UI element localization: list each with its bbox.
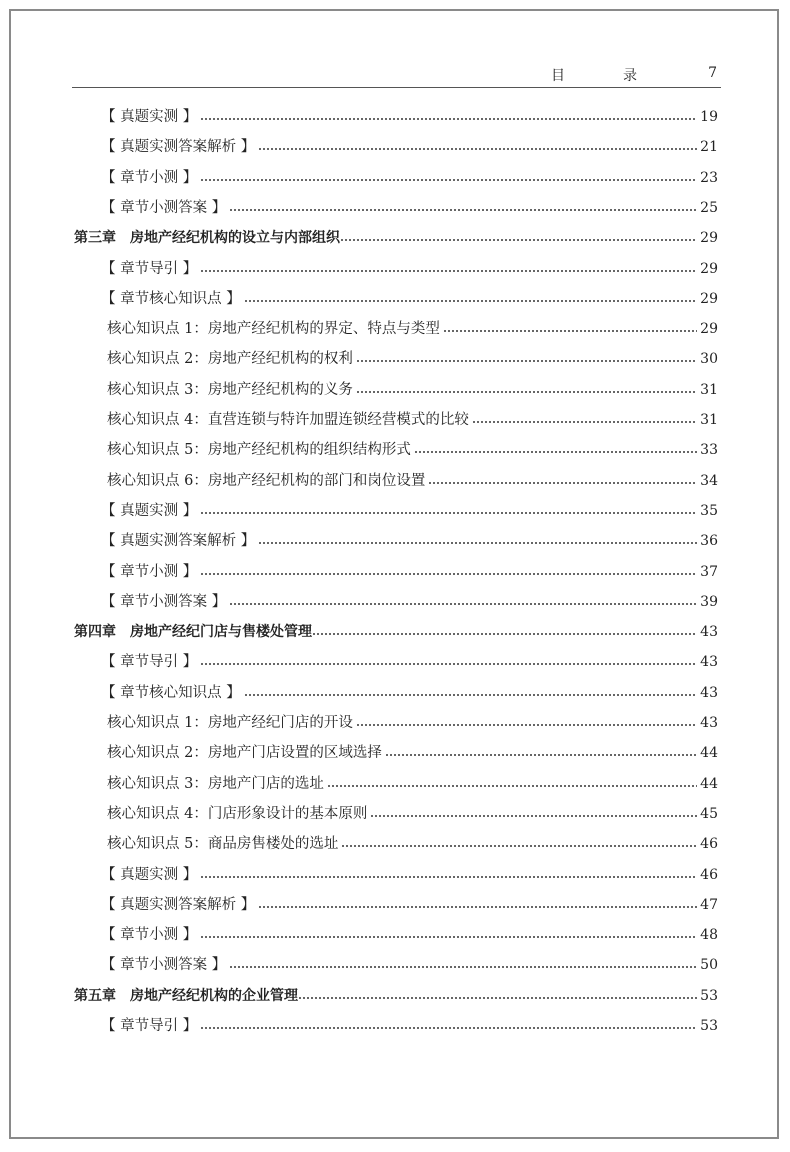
toc-entry-page-number: 43 (700, 715, 718, 731)
toc-entry-chapter[interactable] (74, 223, 718, 253)
dot-leader (356, 360, 697, 362)
running-header (72, 63, 721, 87)
toc-entry-section[interactable] (101, 557, 718, 587)
toc-entry-label: 核心知识点 4：门店形象设计的基本原则 (107, 805, 368, 822)
dot-leader (229, 966, 697, 968)
toc-entry-label: 【 章节小测答案 】 (101, 593, 227, 610)
toc-entry-page-number: 29 (700, 290, 718, 307)
toc-entry-label: 核心知识点 4：直营连锁与特许加盟连锁经营模式的比较 (107, 412, 469, 428)
dot-leader (443, 330, 697, 332)
toc-entry-label: 【 章节核心知识点 】 (101, 290, 241, 307)
toc-entry-point[interactable] (107, 738, 718, 768)
toc-entry-label: 核心知识点 3：房地产门店的选址 (107, 775, 324, 792)
toc-entry-page-number: 48 (700, 927, 718, 944)
dot-leader (258, 148, 697, 150)
dot-leader (472, 421, 697, 423)
dot-leader (428, 482, 697, 484)
toc-entry-page-number: 46 (700, 866, 718, 883)
dot-leader (258, 906, 697, 908)
toc-entry-page-number: 37 (700, 563, 718, 580)
toc-entry-page-number: 25 (700, 199, 718, 216)
toc-entry-label: 【 章节导引 】 (101, 260, 198, 277)
toc-entry-page-number: 31 (700, 412, 718, 428)
toc-entry-point[interactable] (107, 375, 718, 405)
toc-entry-label: 核心知识点 5：商品房售楼处的选址 (107, 836, 339, 853)
toc-entry-page-number: 23 (700, 169, 718, 186)
toc-entry-label: 【 真题实测答案解析 】 (101, 533, 256, 550)
toc-entry-page-number: 53 (700, 1018, 718, 1034)
toc-entry-label: 【 章节小测 】 (101, 563, 198, 580)
toc-entry-page-number: 19 (700, 109, 718, 125)
toc-entry-page-number: 50 (700, 957, 718, 974)
toc-entry-page-number: 45 (700, 805, 718, 822)
toc-entry-page-number: 29 (700, 260, 718, 277)
toc-entry-section[interactable] (101, 496, 718, 526)
dot-leader (356, 724, 697, 726)
toc-entry-page-number: 33 (700, 442, 718, 459)
toc-entry-label: 第四章 房地产经纪门店与售楼处管理 (74, 624, 312, 641)
toc-entry-page-number: 43 (700, 684, 718, 701)
header-rule (72, 87, 721, 88)
toc-entry-label: 【 真题实测答案解析 】 (101, 896, 256, 913)
toc-entry-page-number: 31 (700, 381, 718, 398)
toc-entry-section[interactable] (101, 132, 718, 162)
dot-leader (200, 270, 697, 272)
toc-entry-point[interactable] (107, 769, 718, 799)
toc-entry-page-number: 46 (700, 836, 718, 853)
toc-entry-page-number: 47 (700, 896, 718, 913)
dot-leader (244, 694, 697, 696)
dot-leader (370, 815, 697, 817)
toc-entry-label: 【 章节核心知识点 】 (101, 684, 241, 701)
toc-entry-page-number: 44 (700, 745, 718, 762)
toc-entry-page-number: 53 (700, 987, 718, 1004)
dot-leader (327, 785, 697, 787)
toc-entry-label: 【 真题实测 】 (101, 866, 198, 883)
dot-leader (340, 239, 697, 241)
toc-entry-point[interactable] (107, 405, 718, 435)
toc-entry-label: 核心知识点 1：房地产经纪机构的界定、特点与类型 (107, 321, 440, 338)
toc-entry-page-number: 43 (700, 624, 718, 641)
toc-entry-page-number: 44 (700, 775, 718, 792)
toc-entry-point[interactable] (107, 314, 718, 344)
toc-entry-label: 核心知识点 2：房地产经纪机构的权利 (107, 351, 353, 368)
toc-entry-label: 核心知识点 6：房地产经纪机构的部门和岗位设置 (107, 472, 426, 489)
toc-entry-point[interactable] (107, 466, 718, 496)
dot-leader (244, 300, 697, 302)
toc-entry-section[interactable] (101, 647, 718, 677)
toc-entry-label: 核心知识点 3：房地产经纪机构的义务 (107, 381, 353, 398)
dot-leader (200, 118, 697, 120)
book-page (9, 9, 779, 1139)
toc-entry-section[interactable] (101, 860, 718, 890)
dot-leader (200, 876, 697, 878)
toc-entry-label: 核心知识点 2：房地产门店设置的区域选择 (107, 745, 382, 762)
toc-entry-point[interactable] (107, 708, 718, 738)
dot-leader (312, 633, 697, 635)
dot-leader (200, 1027, 697, 1029)
toc-entry-page-number: 21 (700, 139, 718, 156)
dot-leader (200, 663, 697, 665)
dot-leader (258, 542, 697, 544)
toc-entry-page-number: 36 (700, 533, 718, 550)
toc-entry-point[interactable] (107, 799, 718, 829)
toc-entry-page-number: 34 (700, 472, 718, 489)
toc-entry-label: 【 真题实测 】 (101, 109, 198, 125)
toc-entry-section[interactable] (101, 254, 718, 284)
dot-leader (356, 391, 697, 393)
toc-entry-label: 【 章节小测答案 】 (101, 957, 227, 974)
dot-leader (229, 603, 697, 605)
toc-entry-section[interactable] (101, 890, 718, 920)
toc-entry-label: 【 章节小测答案 】 (101, 199, 227, 216)
toc-entry-page-number: 39 (700, 593, 718, 610)
toc-entry-section[interactable] (101, 526, 718, 556)
toc-entry-point[interactable] (107, 829, 718, 859)
toc-entry-page-number: 29 (700, 230, 718, 247)
dot-leader (200, 512, 697, 514)
dot-leader (414, 451, 697, 453)
toc-entry-label: 核心知识点 1：房地产经纪门店的开设 (107, 715, 353, 731)
toc-entry-section[interactable] (101, 950, 718, 980)
dot-leader (200, 573, 697, 575)
toc-entry-page-number: 29 (700, 321, 718, 338)
toc-entry-section[interactable] (101, 102, 718, 132)
header-title: 目 录 (551, 68, 659, 84)
toc-entry-section[interactable] (101, 193, 718, 223)
toc-entry-chapter[interactable] (74, 981, 718, 1011)
toc-entry-label: 第五章 房地产经纪机构的企业管理 (74, 987, 298, 1004)
dot-leader (341, 845, 697, 847)
toc-entry-section[interactable] (101, 920, 718, 950)
toc-entry-section[interactable] (101, 678, 718, 708)
toc-entry-label: 第三章 房地产经纪机构的设立与内部组织 (74, 230, 340, 247)
toc-entry-section[interactable] (101, 163, 718, 193)
toc-entry-chapter[interactable] (74, 617, 718, 647)
header-page-number: 7 (708, 65, 717, 81)
toc-entry-point[interactable] (107, 435, 718, 465)
dot-leader (200, 179, 697, 181)
toc-entry-label: 【 章节小测 】 (101, 927, 198, 944)
toc-entry-page-number: 35 (700, 502, 718, 519)
dot-leader (229, 209, 697, 211)
dot-leader (385, 754, 697, 756)
toc-entry-page-number: 30 (700, 351, 718, 368)
toc-entry-label: 【 真题实测答案解析 】 (101, 139, 256, 156)
toc-entry-page-number: 43 (700, 654, 718, 671)
toc-entry-section[interactable] (101, 284, 718, 314)
toc-entry-label: 【 章节导引 】 (101, 654, 198, 671)
toc-entry-point[interactable] (107, 344, 718, 374)
toc-entry-label: 【 真题实测 】 (101, 502, 198, 519)
dot-leader (298, 997, 697, 999)
toc-entry-label: 【 章节小测 】 (101, 169, 198, 186)
toc-entry-label: 核心知识点 5：房地产经纪机构的组织结构形式 (107, 442, 411, 459)
toc-entry-section[interactable] (101, 587, 718, 617)
dot-leader (200, 936, 697, 938)
toc-entry-label: 【 章节导引 】 (101, 1018, 198, 1034)
toc-entry-section[interactable] (101, 1011, 718, 1041)
